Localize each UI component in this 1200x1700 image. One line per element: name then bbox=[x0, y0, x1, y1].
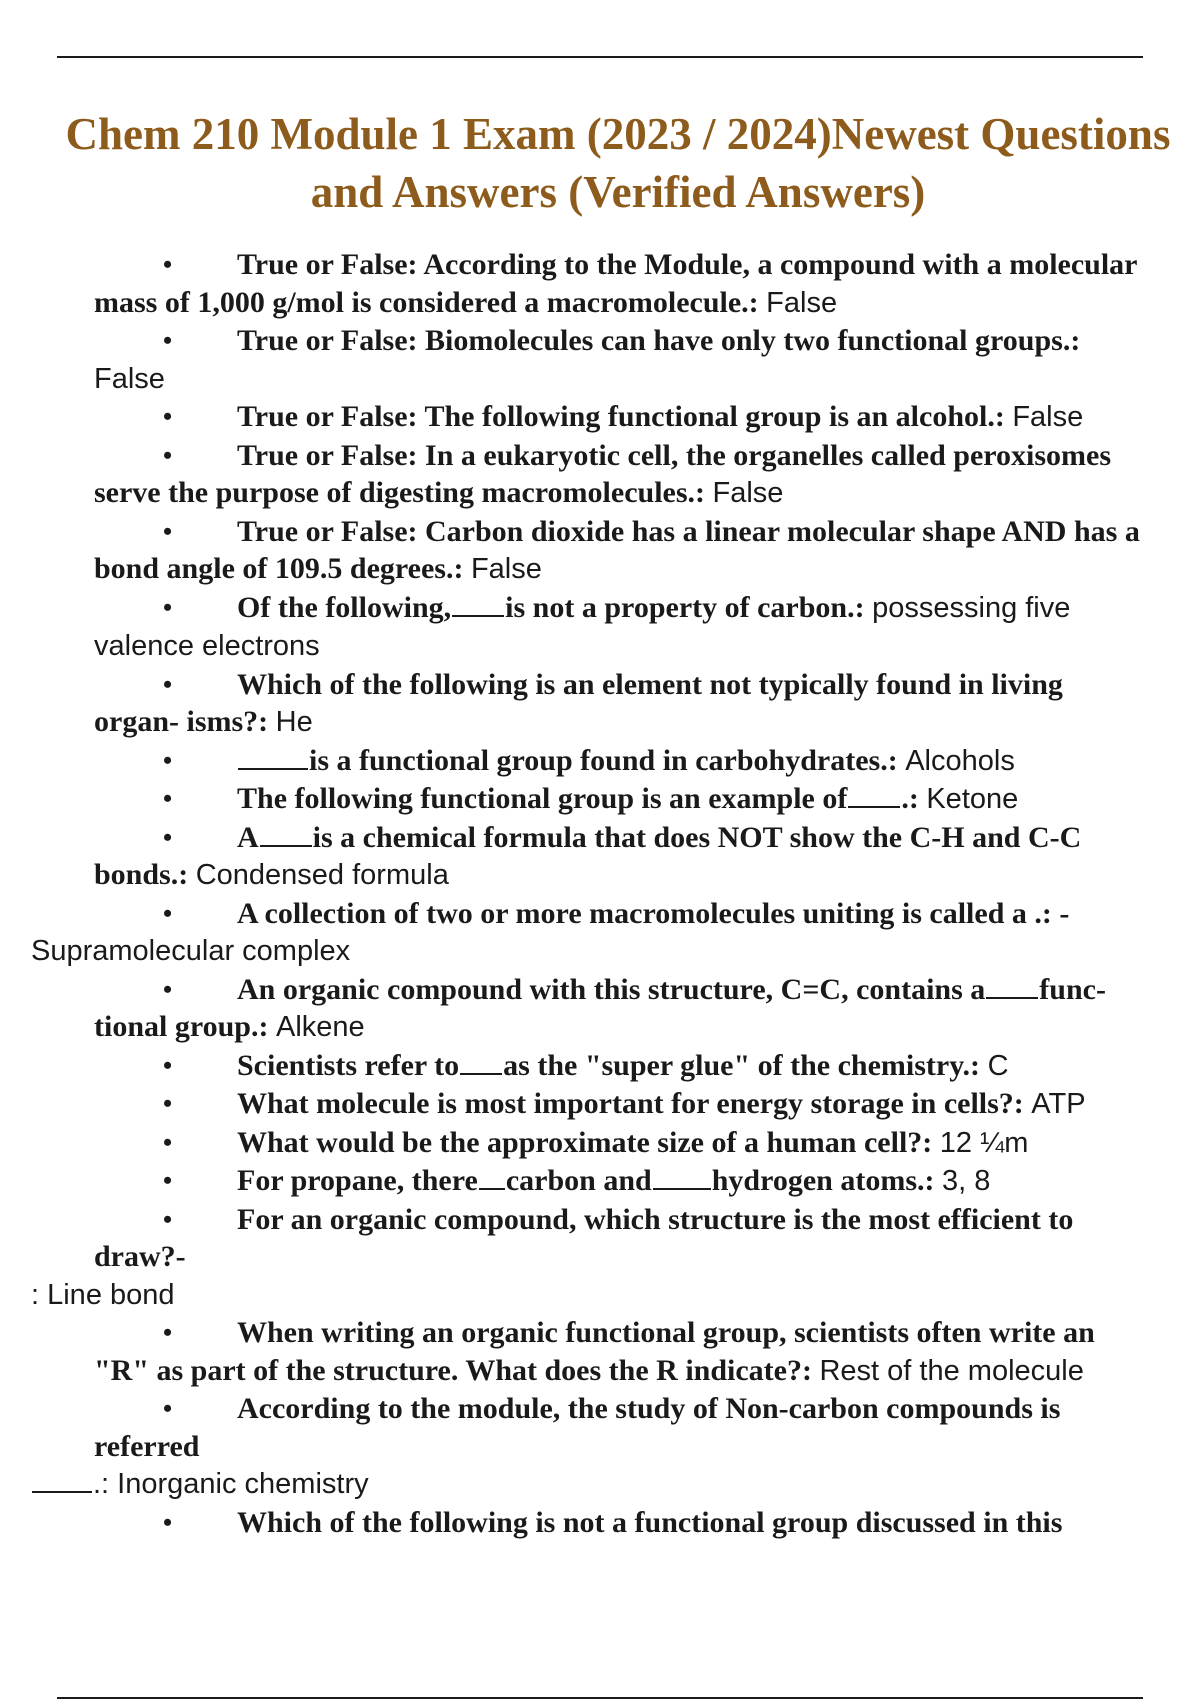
question-text: .: bbox=[901, 782, 919, 815]
question-text: organ- isms?: bbox=[94, 705, 269, 738]
bullet: • bbox=[163, 1127, 173, 1157]
answer-blank bbox=[238, 744, 308, 770]
question-text: hydrogen atoms.: bbox=[711, 1164, 935, 1197]
list-item bbox=[0, 1047, 1200, 1086]
question-text: Which of the following is an element not typically found in living bbox=[237, 667, 1063, 701]
footer-rule bbox=[57, 1697, 1143, 1699]
question-text: func- bbox=[1039, 972, 1106, 1006]
bullet: • bbox=[163, 402, 173, 431]
list-item bbox=[0, 1504, 1200, 1542]
question-text: True or False: The following functional group is an alcohol.: bbox=[237, 400, 1005, 433]
bullet: • bbox=[163, 1204, 173, 1234]
bullet: • bbox=[163, 745, 173, 775]
answer-text: valence electrons bbox=[94, 630, 320, 662]
answer-blank bbox=[479, 1164, 505, 1190]
answer-text: False bbox=[94, 362, 165, 395]
question-text: Scientists refer to bbox=[237, 1048, 460, 1082]
answer-text: False bbox=[766, 286, 838, 319]
question-text: An organic compound with this structure, C=C, contains a bbox=[237, 972, 986, 1006]
list-item bbox=[0, 1314, 1200, 1390]
list-item bbox=[0, 437, 1200, 513]
answer-text: 3, 8 bbox=[942, 1165, 991, 1197]
list-item bbox=[0, 322, 1200, 398]
question-text: Which of the following is not a functional group discussed in this bbox=[237, 1505, 1063, 1539]
list-item bbox=[0, 666, 1200, 742]
question-text: True or False: Biomolecules can have only two functional groups.: bbox=[237, 324, 1081, 357]
answer-blank bbox=[460, 1049, 502, 1075]
bullet: • bbox=[163, 516, 173, 546]
question-text: A bbox=[237, 820, 259, 854]
question-text: as the "super glue" of the chemistry.: bbox=[503, 1048, 981, 1082]
bullet: • bbox=[163, 898, 173, 928]
answer-text: C bbox=[987, 1049, 1009, 1082]
list-item bbox=[0, 246, 1200, 322]
title-line-1: Chem 210 Module 1 Exam (2023 / 2024)Newest Questions bbox=[65, 109, 1171, 159]
question-text: True or False: In a eukaryotic cell, the organelles called peroxisomes bbox=[237, 438, 1112, 472]
bullet: • bbox=[163, 1166, 173, 1195]
answer-blank bbox=[653, 1164, 711, 1190]
bullet: • bbox=[163, 326, 173, 355]
list-item bbox=[0, 819, 1200, 895]
bullet: • bbox=[163, 974, 173, 1004]
answer-text: False bbox=[470, 553, 542, 585]
question-text: bond angle of 109.5 degrees.: bbox=[94, 552, 464, 585]
answer-text: Supramolecular complex bbox=[31, 935, 351, 967]
list-item bbox=[0, 398, 1200, 437]
list-item bbox=[0, 971, 1200, 1047]
bullet: • bbox=[163, 440, 173, 470]
list-item bbox=[0, 742, 1200, 781]
answer-text: Ketone bbox=[926, 783, 1019, 815]
answer-text: Rest of the molecule bbox=[819, 1354, 1084, 1387]
answer-text: Alkene bbox=[275, 1011, 365, 1043]
question-text: True or False: Carbon dioxide has a linear molecular shape AND has a bbox=[237, 514, 1140, 548]
question-text: What molecule is most important for energy storage in cells?: bbox=[237, 1087, 1024, 1120]
answer-blank bbox=[452, 591, 504, 617]
question-text: serve the purpose of digesting macromolecules.: bbox=[94, 476, 706, 509]
answer-text: He bbox=[275, 706, 313, 738]
question-text: is a chemical formula that does NOT show the C-H and C-C bbox=[312, 820, 1082, 854]
question-text: For propane, there bbox=[237, 1164, 478, 1197]
answer-text: False bbox=[1012, 401, 1084, 433]
question-text: According to the module, the study of Non-carbon compounds is bbox=[237, 1392, 1061, 1425]
list-item bbox=[0, 513, 1200, 589]
list-item bbox=[0, 780, 1200, 819]
answer-text: : Line bond bbox=[31, 1278, 175, 1311]
list-item bbox=[0, 895, 1200, 971]
question-text: draw?- bbox=[94, 1240, 186, 1273]
list-item bbox=[0, 1085, 1200, 1124]
question-text: True or False: According to the Module, a compound with a molecular bbox=[237, 248, 1138, 281]
answer-text: .: Inorganic chemistry bbox=[93, 1468, 369, 1500]
answer-text: Condensed formula bbox=[195, 859, 449, 891]
bullet: • bbox=[163, 822, 173, 852]
bullet: • bbox=[163, 1089, 173, 1118]
answer-text: ATP bbox=[1031, 1088, 1086, 1120]
document-title bbox=[0, 105, 1200, 221]
answer-text: False bbox=[712, 477, 784, 509]
question-text: A collection of two or more macromolecules uniting is called a .: - bbox=[237, 896, 1070, 930]
bullet: • bbox=[163, 250, 173, 279]
bullet: • bbox=[163, 1394, 173, 1423]
answer-text: Alcohols bbox=[905, 744, 1015, 777]
list-item bbox=[0, 589, 1200, 666]
bullet: • bbox=[163, 784, 173, 813]
title-line-2: and Answers (Verified Answers) bbox=[310, 167, 926, 217]
bullet: • bbox=[163, 592, 173, 622]
list-item bbox=[0, 1162, 1200, 1201]
question-text: For an organic compound, which structure is the most efficient to bbox=[237, 1202, 1074, 1236]
answer-blank bbox=[848, 782, 900, 808]
question-text: bonds.: bbox=[94, 858, 189, 891]
question-text: The following functional group is an example of bbox=[237, 782, 848, 815]
list-item bbox=[0, 1124, 1200, 1163]
question-text: is a functional group found in carbohydrates.: bbox=[309, 743, 898, 777]
question-text: referred bbox=[94, 1429, 200, 1463]
list-item bbox=[0, 1390, 1200, 1504]
answer-text: 12 ¼m bbox=[939, 1126, 1029, 1159]
question-list bbox=[0, 246, 1200, 1541]
header-rule bbox=[57, 56, 1143, 58]
question-text: is not a property of carbon.: bbox=[505, 590, 865, 624]
question-text: When writing an organic functional group, scientists often write an bbox=[237, 1316, 1095, 1349]
question-text: carbon and bbox=[505, 1164, 652, 1197]
bullet: • bbox=[163, 1318, 173, 1347]
question-text: What would be the approximate size of a human cell?: bbox=[237, 1125, 933, 1159]
question-text: mass of 1,000 g/mol is considered a macromolecule.: bbox=[94, 285, 759, 319]
answer-blank bbox=[260, 821, 312, 847]
bullet: • bbox=[163, 1507, 173, 1537]
answer-blank bbox=[986, 973, 1038, 999]
answer-text: possessing five bbox=[872, 591, 1071, 624]
answer-blank bbox=[32, 1467, 92, 1493]
bullet: • bbox=[163, 1050, 173, 1080]
bullet: • bbox=[163, 669, 173, 699]
question-text: Of the following, bbox=[237, 590, 452, 624]
question-text: "R" as part of the structure. What does the R indicate?: bbox=[94, 1353, 812, 1387]
list-item bbox=[0, 1201, 1200, 1315]
question-text: tional group.: bbox=[94, 1010, 269, 1043]
